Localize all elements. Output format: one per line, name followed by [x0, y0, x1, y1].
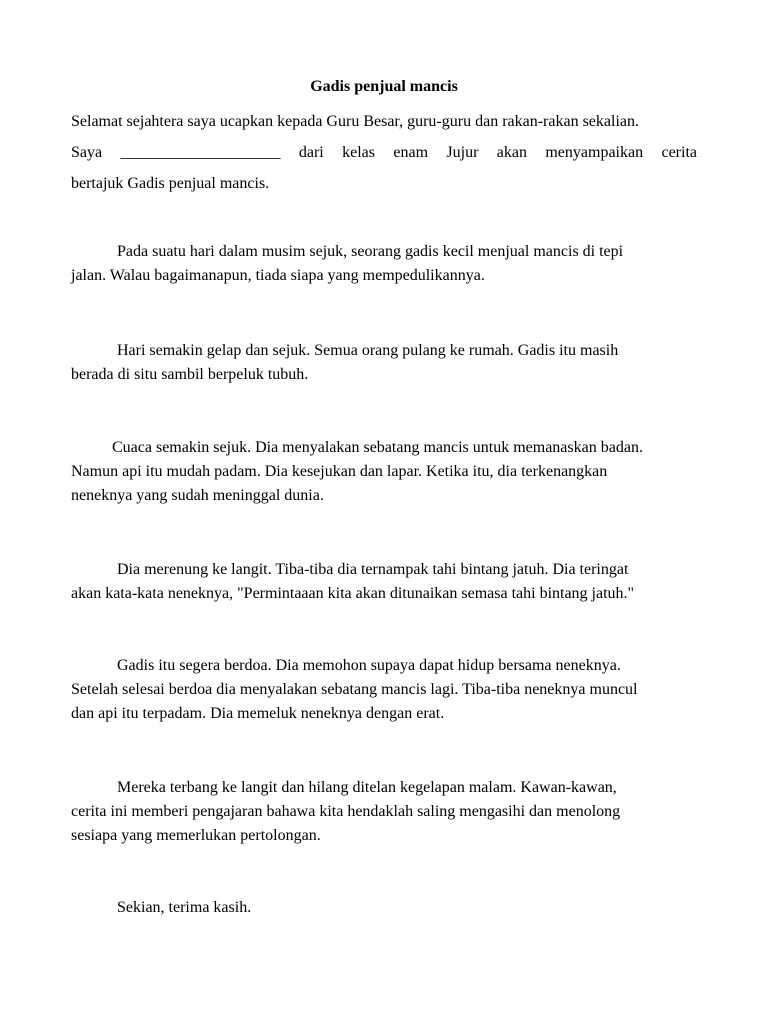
intro-word: dari [298, 144, 324, 161]
intro-word: akan [496, 144, 527, 161]
paragraph-4-line-1: Dia merenung ke langit. Tiba-tiba dia ternampak tahi bintang jatuh. Dia teringat [117, 561, 629, 578]
paragraph-3-line-2: Namun api itu mudah padam. Dia kesejukan dan lapar. Ketika itu, dia terkenangkan [71, 463, 608, 480]
paragraph-2-line-1: Hari semakin gelap dan sejuk. Semua orang pulang ke rumah. Gadis itu masih [117, 342, 619, 359]
document-title: Gadis penjual mancis [310, 78, 458, 95]
paragraph-3-line-3: neneknya yang sudah meninggal dunia. [71, 487, 324, 504]
paragraph-5-line-2: Setelah selesai berdoa dia menyalakan sebatang mancis lagi. Tiba-tiba neneknya muncul [71, 681, 638, 698]
paragraph-6-line-1: Mereka terbang ke langit dan hilang ditelan kegelapan malam. Kawan-kawan, [117, 779, 617, 796]
paragraph-1-line-2: jalan. Walau bagaimanapun, tiada siapa yang mempedulikannya. [71, 267, 485, 284]
intro-word: cerita [661, 144, 697, 161]
closing-line: Sekian, terima kasih. [117, 899, 252, 916]
paragraph-6-line-2: cerita ini memberi pengajaran bahawa kita hendaklah saling mengasihi dan menolong [71, 803, 621, 820]
name-blank: ____________________ [120, 144, 281, 161]
intro-word: Saya [71, 144, 103, 161]
paragraph-2-line-2: berada di situ sambil berpeluk tubuh. [71, 366, 309, 383]
paragraph-4-line-2: akan kata-kata neneknya, "Permintaaan kita akan ditunaikan semasa tahi bintang jatuh." [71, 585, 635, 602]
intro-word: menyampaikan [545, 144, 644, 161]
intro-line-2 [71, 141, 697, 165]
intro-word: enam [393, 144, 429, 161]
paragraph-5-line-1: Gadis itu segera berdoa. Dia memohon supaya dapat hidup bersama neneknya. [117, 657, 621, 674]
paragraph-3-line-1: Cuaca semakin sejuk. Dia menyalakan sebatang mancis untuk memanaskan badan. [112, 439, 643, 456]
paragraph-5-line-3: dan api itu terpadam. Dia memeluk neneknya dengan erat. [71, 705, 445, 722]
paragraph-1-line-1: Pada suatu hari dalam musim sejuk, seorang gadis kecil menjual mancis di tepi [117, 243, 624, 260]
intro-line-3: bertajuk Gadis penjual mancis. [71, 175, 270, 192]
intro-line-1: Selamat sejahtera saya ucapkan kepada Guru Besar, guru-guru dan rakan-rakan sekalian. [71, 113, 639, 130]
intro-word: kelas [342, 144, 375, 161]
paragraph-6-line-3: sesiapa yang memerlukan pertolongan. [71, 827, 321, 844]
intro-word: Jujur [446, 144, 479, 161]
